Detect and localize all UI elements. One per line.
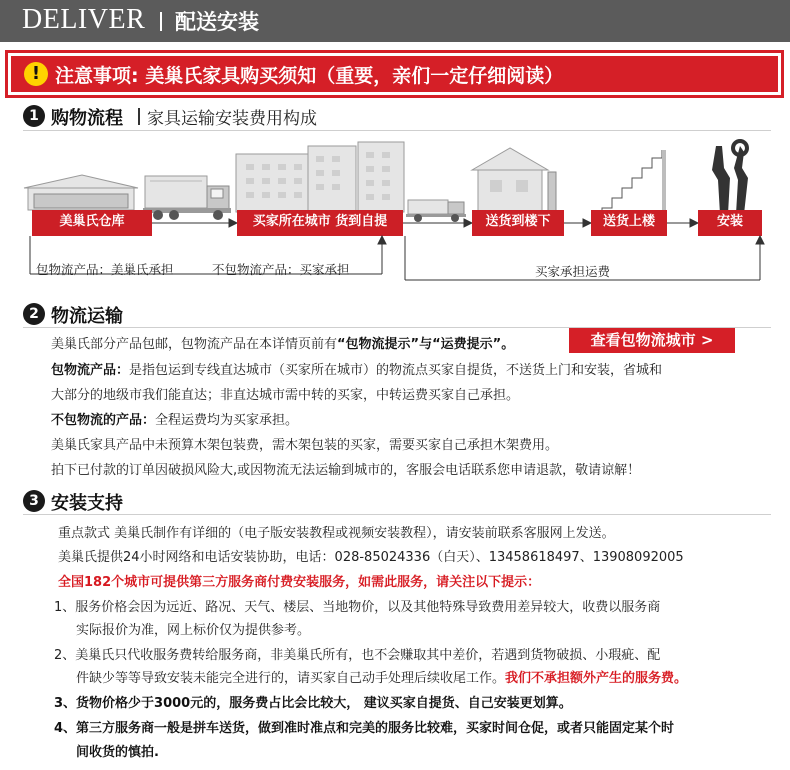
section-3-rule bbox=[23, 514, 771, 515]
section-2-line-4-label: 不包物流的产品： bbox=[51, 413, 156, 428]
section-1-subtitle: 家具运输安装费用构成 bbox=[147, 109, 317, 129]
section-1-title: 购物流程 bbox=[51, 108, 123, 129]
section-3-number-icon: 3 bbox=[23, 490, 45, 512]
notice-banner bbox=[5, 50, 784, 98]
step-city-pickup: 买家所在城市 货到自提 bbox=[237, 210, 403, 234]
section-3-item-4a: 4、第三方服务商一般是拼车送货，做到准时准点和完美的服务比较难，买家时间仓促，或者只能固定某个时 bbox=[54, 721, 675, 736]
section-2-line-1 bbox=[51, 333, 514, 352]
step-upstairs: 送货上楼 bbox=[591, 210, 667, 234]
house-icon bbox=[472, 148, 556, 214]
section-3-item-2b-text: 件缺少等等导致安装未能完全进行的，请买家自己动手处理后续收尾工作。 bbox=[76, 671, 506, 686]
section-1-number-icon: 1 bbox=[23, 105, 45, 127]
buyer-pays-shipping-note: 买家承担运费 bbox=[535, 264, 611, 279]
header-english-title: DELIVER bbox=[22, 4, 146, 35]
notice-title: 注意事项: 美巢氏家具购买须知（重要，亲们一定仔细阅读） bbox=[55, 65, 564, 87]
step-downstairs: 送货到楼下 bbox=[472, 210, 564, 234]
section-2-line-2 bbox=[51, 359, 662, 378]
section-3-line-2: 美巢氏提供24小时网络和电话安装协助，电话：028-85024336（白天）、13458618497、13908092005 bbox=[58, 550, 684, 565]
section-3-line-1: 重点款式 美巢氏制作有详细的（电子版安装教程或视频安装教程），请安装前联系客服网上发送。 bbox=[58, 526, 615, 541]
section-2-line-4 bbox=[51, 409, 298, 428]
step-warehouse: 美巢氏仓库 bbox=[32, 210, 152, 234]
tools-icon bbox=[712, 141, 748, 214]
section-2-line-1-text: 美巢氏部分产品包邮，包物流产品在本详情页前有 bbox=[51, 337, 338, 352]
section-3-item-4b: 间收货的慎拍. bbox=[76, 745, 159, 760]
section-2-line-3: 大部分的地级市我们能直达；非直达城市需中转的买家，中转运费买家自己承担。 bbox=[51, 388, 520, 403]
section-2-line-2-label: 包物流产品： bbox=[51, 363, 130, 378]
section-3-item-3: 3、货物价格少于3000元的，服务费占比会比较大， 建议买家自提货、自己安装更划算。 bbox=[54, 696, 572, 711]
step-install: 安装 bbox=[698, 210, 762, 234]
stairs-icon bbox=[602, 150, 666, 216]
view-logistics-cities-button[interactable]: 查看包物流城市 > bbox=[569, 328, 735, 353]
exclamation-icon: ! bbox=[24, 62, 48, 86]
small-truck-icon bbox=[406, 200, 466, 222]
section-2-number-icon: 2 bbox=[23, 303, 45, 325]
section-3-item-1b: 实际报价为准，网上标价仅为提供参考。 bbox=[76, 623, 311, 638]
section-3-red-notice: 全国182个城市可提供第三方服务商付费安装服务，如需此服务，请关注以下提示： bbox=[58, 575, 541, 590]
section-3-item-2b-red: 我们不承担额外产生的服务费。 bbox=[505, 671, 688, 686]
header-chinese-title: 配送安装 bbox=[175, 10, 259, 34]
section-2-line-5: 美巢氏家具产品中未预算木架包装费，需木架包装的买家，需要买家自己承担木架费用。 bbox=[51, 438, 559, 453]
section-3-title: 安装支持 bbox=[51, 493, 123, 514]
header-bar bbox=[0, 0, 790, 42]
delivery-truck-icon bbox=[143, 176, 231, 220]
section-3-item-2b bbox=[76, 667, 687, 686]
notice-banner-fill bbox=[11, 56, 778, 92]
city-buildings-icon bbox=[236, 142, 404, 212]
warehouse-icon bbox=[24, 175, 138, 210]
section-2-line-4-text: 全程运费均为买家承担。 bbox=[155, 413, 299, 428]
section-1-rule bbox=[23, 130, 771, 131]
section-1-divider bbox=[138, 108, 140, 125]
logistics-excluded-note: 不包物流产品：买家承担 bbox=[212, 262, 350, 277]
section-2-line-2-text: 是指包运到专线直达城市（买家所在城市）的物流点买家自提货，不送货上门和安装，省城和 bbox=[129, 363, 663, 378]
section-2-line-1-bold: “包物流提示”与“运费提示”。 bbox=[337, 337, 515, 352]
header-divider bbox=[160, 12, 162, 31]
logistics-included-note: 包物流产品：美巢氏承担 bbox=[36, 262, 174, 277]
section-2-line-6: 拍下已付款的订单因破损风险大,或因物流无法运输到城市的，客服会电话联系您申请退款，敬请谅解！ bbox=[51, 463, 641, 478]
section-2-title: 物流运输 bbox=[51, 306, 123, 327]
section-3-item-1a: 1、服务价格会因为远近、路况、天气、楼层、当地物价，以及其他特殊导致费用差异较大，收费以服务商 bbox=[54, 600, 661, 615]
section-3-item-2a: 2、美巢氏只代收服务费转给服务商，非美巢氏所有，也不会赚取其中差价，若遇到货物破损、小瑕疵、配 bbox=[54, 648, 661, 663]
